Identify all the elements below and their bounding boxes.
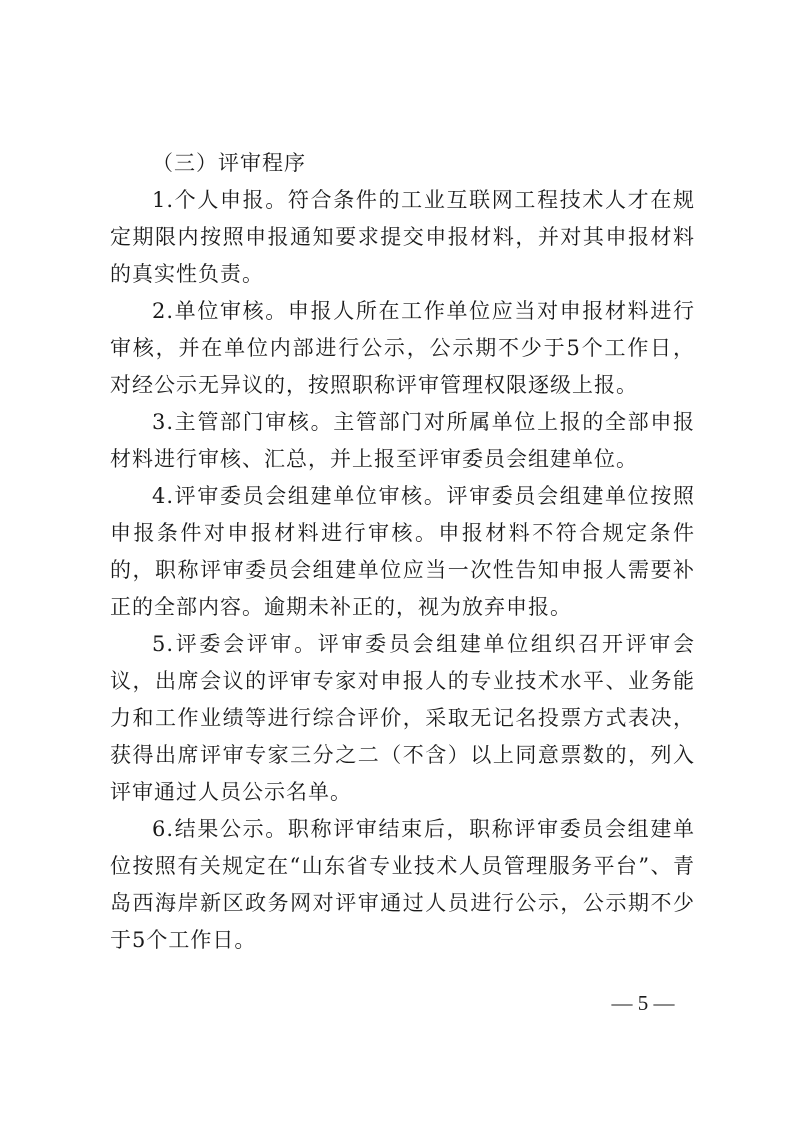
paragraph-unit-review: 2.单位审核。申报人所在工作单位应当对申报材料进行审核，并在单位内部进行公示，公示期不少于5个工作日，对经公示无异议的，按照职称评审管理权限逐级上报。: [110, 299, 695, 397]
paragraph-committee-unit-review: 4.评审委员会组建单位审核。评审委员会组建单位按照申报条件对申报材料进行审核。申报材料不符合规定条件的，职称评审委员会组建单位应当一次性告知申报人需要补正的全部内容。逾期未补正的，视为放弃申报。: [110, 484, 695, 619]
paragraph-department-review: 3.主管部门审核。主管部门对所属单位上报的全部申报材料进行审核、汇总，并上报至评审委员会组建单位。: [110, 410, 695, 471]
page-number: — 5 —: [611, 991, 675, 1015]
paragraph-personal-application: 1.个人申报。符合条件的工业互联网工程技术人才在规定期限内按照申报通知要求提交申报材料，并对其申报材料的真实性负责。: [110, 188, 695, 286]
paragraph-committee-evaluation: 5.评委会评审。评审委员会组建单位组织召开评审会议，出席会议的评审专家对申报人的专业技术水平、业务能力和工作业绩等进行综合评价，采取无记名投票方式表决，获得出席评审专家三分之二（不含）以上同意票数的，列入评审通过人员公示名单。: [110, 632, 695, 804]
section-heading: （三）评审程序: [152, 151, 306, 175]
paragraph-result-publicity: 6.结果公示。职称评审结束后，职称评审委员会组建单位按照有关规定在“山东省专业技术人员管理服务平台”、青岛西海岸新区政务网对评审通过人员进行公示，公示期不少于5个工作日。: [110, 817, 695, 952]
body-text: [110, 145, 695, 959]
